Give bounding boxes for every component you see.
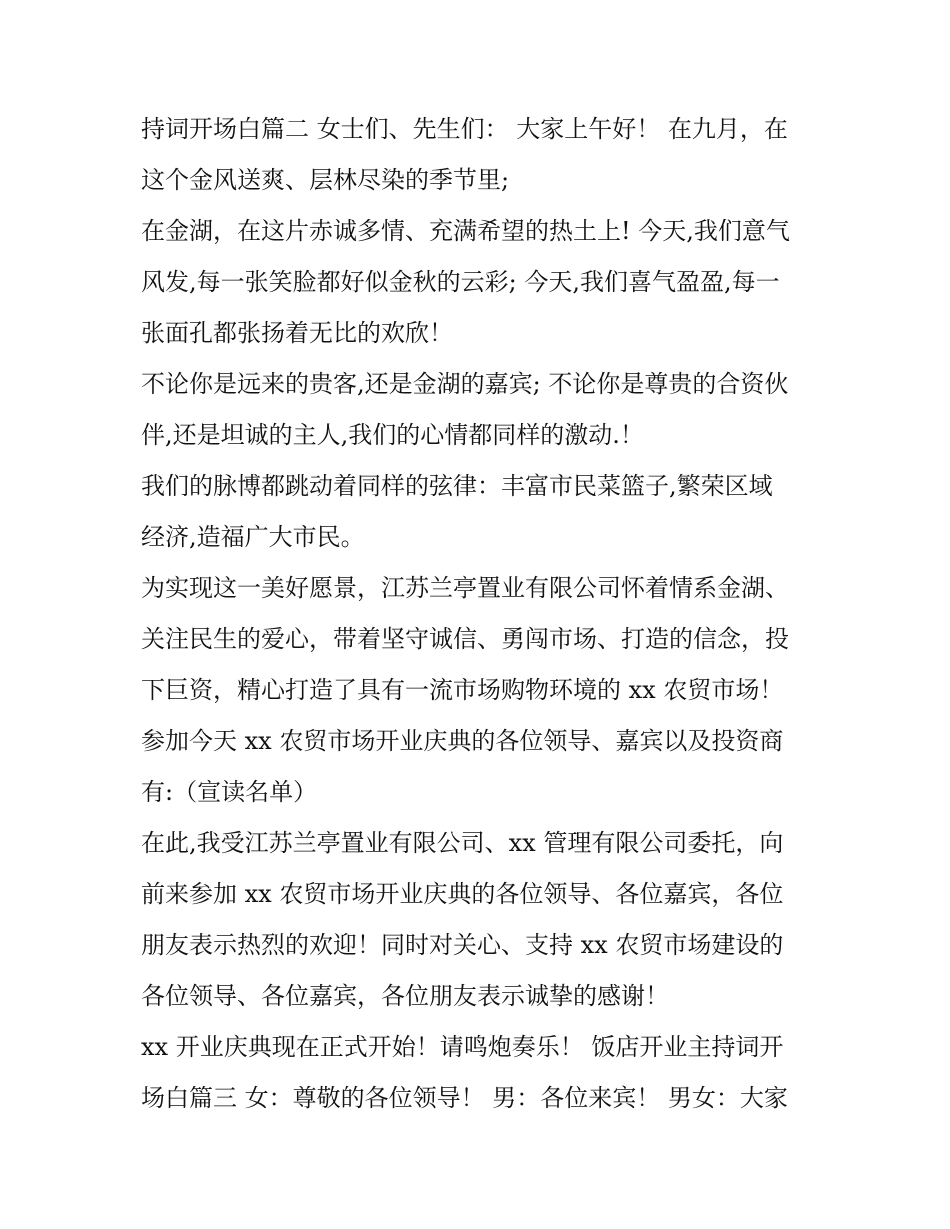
paragraph-6: [141, 716, 821, 818]
text-line: 经济,造福广大市民。: [141, 523, 365, 551]
text-line: 持词开场白篇二 女士们、先生们： 大家上午好！ 在九月，在: [141, 115, 788, 143]
paragraph-5: [141, 563, 821, 716]
text-line: 为实现这一美好愿景，江苏兰亭置业有限公司怀着情系金湖、: [141, 574, 789, 602]
text-line: 前来参加 xx 农贸市场开业庆典的各位领导、各位嘉宾，各位: [141, 880, 784, 908]
text-line: 在金湖，在这片赤诚多情、充满希望的热土上! 今天,我们意气: [141, 217, 790, 245]
text-line: 在此,我受江苏兰亭置业有限公司、xx 管理有限公司委托，向: [141, 829, 784, 857]
text-line: 伴,还是坦诚的主人,我们的心情都同样的激动.！: [141, 421, 644, 449]
paragraph-2: [141, 206, 821, 359]
paragraph-1: [141, 104, 821, 206]
text-line: 场白篇三 女：尊敬的各位领导！ 男：各位来宾！ 男女：大家: [141, 1084, 788, 1112]
paragraph-7: [141, 818, 821, 1022]
paragraph-8: [141, 1022, 821, 1124]
text-line: 风发,每一张笑脸都好似金秋的云彩; 今天,我们喜气盈盈,每一: [141, 268, 780, 296]
text-line: 有:（宣读名单）: [141, 778, 318, 806]
text-line: 张面孔都张扬着无比的欢欣！: [141, 319, 453, 347]
text-line: 朋友表示热烈的欢迎！同时对关心、支持 xx 农贸市场建设的: [141, 931, 784, 959]
text-line: 这个金风送爽、层林尽染的季节里;: [141, 166, 510, 194]
text-line: 各位领导、各位嘉宾，各位朋友表示诚挚的感谢！: [141, 982, 669, 1010]
paragraph-4: [141, 461, 821, 563]
text-line: xx 开业庆典现在正式开始！请鸣炮奏乐！ 饭店开业主持词开: [141, 1033, 784, 1061]
text-line: 关注民生的爱心，带着坚守诚信、勇闯市场、打造的信念，投: [141, 625, 789, 653]
text-line: 我们的脉博都跳动着同样的弦律：丰富市民菜篮子,繁荣区域: [141, 472, 773, 500]
text-line: 下巨资，精心打造了具有一流市场购物环境的 xx 农贸市场！: [141, 676, 784, 704]
text-line: 不论你是远来的贵客,还是金湖的嘉宾; 不论你是尊贵的合资伙: [141, 370, 789, 398]
document-body: [141, 104, 821, 1124]
paragraph-3: [141, 359, 821, 461]
text-line: 参加今天 xx 农贸市场开业庆典的各位领导、嘉宾以及投资商: [141, 727, 784, 755]
